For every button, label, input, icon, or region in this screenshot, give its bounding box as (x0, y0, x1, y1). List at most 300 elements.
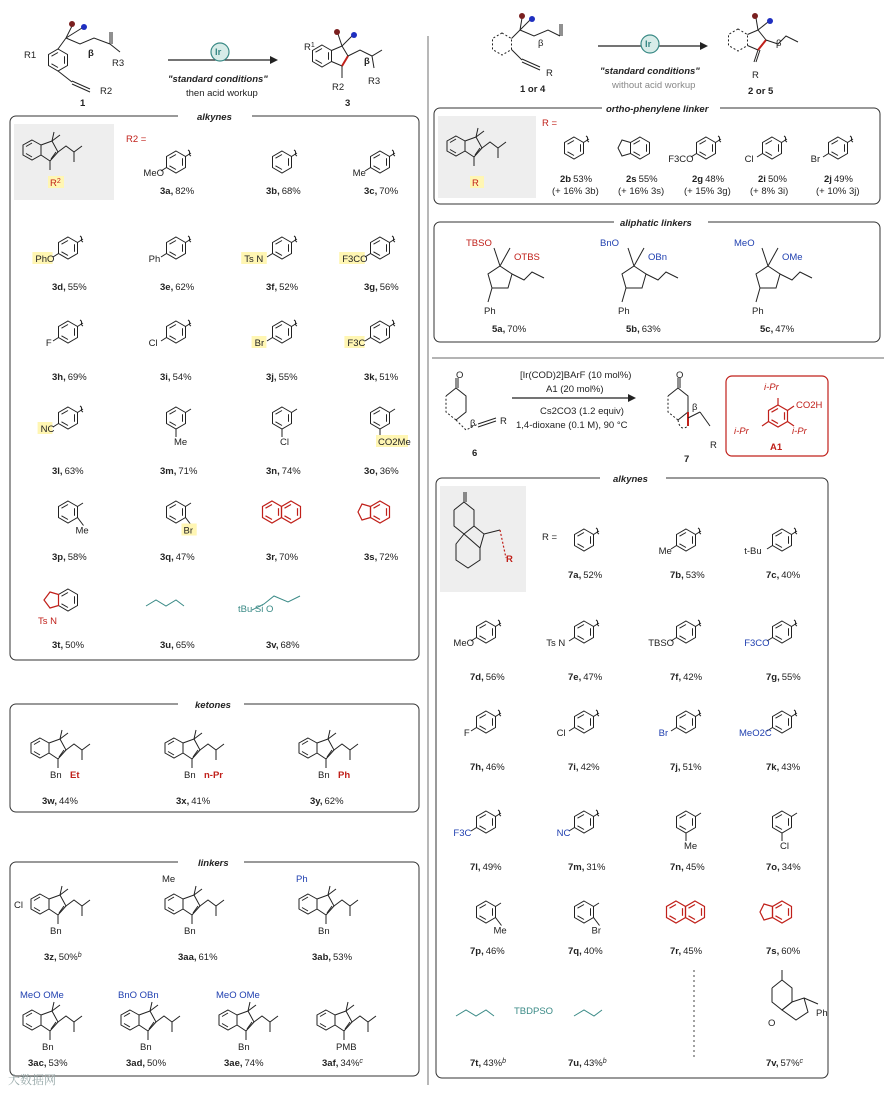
ortho-label: 2s 55% (626, 174, 658, 185)
product-7-id: 7 (684, 454, 690, 465)
linker-bottom: Bn (184, 926, 196, 937)
aryl-7f (648, 620, 701, 649)
ketone-3w-label: 3w, 44% (42, 796, 78, 807)
compound-7g-label: 7g, 55% (766, 672, 801, 683)
linker-substituent: Me (162, 874, 176, 885)
reactant-6-o: O (456, 370, 464, 381)
compound-3v-label: 3v, 68% (266, 640, 300, 651)
aliphatic-label: 5c, 47% (760, 324, 795, 335)
aryl-7l-substituent: F3C (453, 828, 472, 839)
aryl-7i (557, 710, 599, 739)
linker-bottom: Bn (50, 926, 62, 937)
linker-3ac (20, 990, 82, 1069)
linker-3z-label: 3z, 50%$^b$ (44, 952, 82, 963)
linker-structure (296, 874, 358, 937)
compound-7p (470, 901, 507, 957)
compound-3a (143, 150, 194, 197)
ortho-label: 2b 53% (560, 174, 593, 185)
aryl-7b-substituent: Me (658, 546, 672, 557)
compound-3c-label: 3c, 70% (364, 186, 399, 197)
product-r2: R2 (332, 82, 345, 93)
linker-substituent: Cl (14, 900, 23, 911)
aryl-7j-substituent: Br (658, 728, 669, 739)
linkers-panel (10, 862, 419, 1076)
compound-7h-label: 7h, 46% (470, 762, 505, 773)
aryl-3g-substituent: F3CO (342, 254, 368, 265)
compound-7k-label: 7k, 43% (766, 762, 801, 773)
ketone-3y (299, 730, 358, 807)
compound-7p-label: 7p, 46% (470, 946, 505, 957)
reactant-1-structure (49, 21, 121, 92)
alkynes-left-header: alkynes (197, 112, 232, 123)
linkers-header: linkers (198, 858, 229, 869)
aryl-7n (677, 811, 702, 852)
ortho-benzodioxole (618, 137, 650, 159)
bn-label: Bn (184, 770, 196, 781)
compound-3t-label: 3t, 50% (52, 640, 85, 651)
aryl-3h (46, 320, 83, 349)
aryl-3j (252, 320, 297, 349)
compound-7u-label: 7u, 43%$^b$ (568, 1058, 607, 1069)
linker-3ac-label: 3ac, 53% (28, 1058, 68, 1069)
aryl-substituent: Me (174, 437, 188, 448)
cyclopentane-structure (600, 238, 678, 317)
ortho-r-equals: R = (542, 118, 558, 129)
arrow-head (270, 56, 278, 64)
product-2-or-5-structure (729, 13, 799, 62)
compound-3n (266, 407, 301, 477)
butyl-chain (456, 1010, 494, 1016)
bn-label: Bn (50, 770, 62, 781)
aryl-3i-substituent: Cl (148, 338, 158, 349)
compound-7n (670, 811, 705, 873)
compound-3m (160, 407, 198, 477)
compound-7u (514, 1006, 607, 1069)
ortho-label: 2g 48% (692, 174, 725, 185)
product-7-o: O (676, 370, 684, 381)
aryl-3j-substituent: Br (254, 338, 265, 349)
aliphatic-grid (466, 238, 812, 335)
ketone-3w (31, 730, 90, 807)
compound-3m-label: 3m, 71% (160, 466, 198, 477)
cond-1: [Ir(COD)2]BArF (10 mol%) (520, 370, 632, 381)
aryl-3c (353, 150, 395, 179)
right-core-r: R (506, 554, 513, 565)
reactant-6-id: 6 (472, 448, 478, 459)
compound-3e-label: 3e, 62% (160, 282, 195, 293)
indole-substituent: Ts N (38, 616, 57, 627)
aryl-7j (659, 710, 701, 739)
aryl-3e (149, 236, 191, 265)
ortho-aryl-2b (565, 136, 590, 159)
aryl-7h (464, 710, 501, 739)
aliphatic-5b (600, 238, 678, 335)
linker-substituent: BnO OBn (118, 990, 159, 1001)
aryl-substituent: Cl (780, 841, 789, 852)
ketones-header: ketones (195, 700, 231, 711)
compound-3r (263, 501, 301, 563)
bicyclic-substituent: Ph (816, 1008, 828, 1019)
linker-3z (14, 886, 90, 963)
compound-3d-label: 3d, 55% (52, 282, 87, 293)
aryl-7b (659, 528, 701, 557)
linker-bottom: Bn (42, 1042, 54, 1053)
ortho-aryl-2j-substituent: Br (810, 154, 821, 165)
linker-3ae (216, 990, 278, 1069)
aryl-7l (453, 810, 501, 839)
compound-7h (464, 710, 506, 773)
compound-3l (38, 406, 85, 477)
left-compound-grid (32, 150, 410, 651)
core-scaffold-bg (14, 124, 114, 200)
naphthyl (667, 901, 705, 923)
aryl-substituent: Me (684, 841, 698, 852)
linker-substituent: MeO OMe (216, 990, 260, 1001)
linker-3aa-label: 3aa, 61% (178, 952, 218, 963)
standard-conditions-text: "standard conditions" (168, 74, 268, 85)
compound-7o (766, 811, 801, 873)
compound-3q-label: 3q, 47% (160, 552, 195, 563)
compound-3r-label: 3r, 70% (266, 552, 299, 563)
acid-a1-label: A1 (770, 442, 783, 453)
compound-3k-label: 3k, 51% (364, 372, 399, 383)
bicyclic-structure (768, 970, 828, 1029)
linker-3ab-label: 3ab, 53% (312, 952, 353, 963)
compound-3f (241, 236, 298, 293)
linker-bottom: Bn (318, 926, 330, 937)
aryl-3d-substituent: PhO (35, 254, 55, 265)
aliphatic-label: 5a, 70% (492, 324, 527, 335)
scheme-right (493, 13, 799, 97)
compound-7f-label: 7f, 42% (670, 672, 703, 683)
compound-7f (648, 620, 702, 683)
aryl-3e-substituent: Ph (148, 254, 161, 265)
compound-3i (149, 320, 193, 383)
compound-3a-label: 3a, 82% (160, 186, 195, 197)
right-product-beta: β (776, 38, 782, 49)
aryl-3h-substituent: F (45, 338, 52, 349)
aryl-3l (38, 406, 83, 435)
product-3-structure (313, 29, 383, 78)
aryl-7m (557, 810, 599, 839)
right-product-r: R (752, 70, 759, 81)
aryl-7h-substituent: F (463, 728, 470, 739)
compound-7r (667, 901, 705, 957)
compound-7j (659, 710, 703, 773)
ketone-3x-label: 3x, 41% (176, 796, 211, 807)
compound-3h-label: 3h, 69% (52, 372, 87, 383)
compound-7c (744, 528, 801, 581)
linkers-grid (14, 874, 376, 1069)
aryl-3i (149, 320, 191, 349)
compound-3g-label: 3g, 56% (364, 282, 399, 293)
compound-3u (146, 600, 195, 651)
cyclopentane-structure (466, 238, 544, 317)
aryl-7p (477, 901, 507, 937)
right-compound-grid (453, 528, 827, 1069)
aryl-3f (241, 236, 297, 265)
silyl-substituent: tBu Si O (238, 604, 274, 615)
ortho-extra: (+ 8% 3i) (750, 186, 789, 197)
acid-ipr-1: i-Pr (764, 382, 779, 393)
ketone-structure (165, 730, 224, 781)
ortho-aryl-2g (668, 136, 721, 165)
ketone-structure (299, 730, 358, 781)
compound-7a (568, 528, 603, 581)
ortho-header: ortho-phenylene linker (606, 104, 709, 115)
ketone-substituent: n-Pr (204, 770, 223, 781)
ortho-aryl-2g-substituent: F3CO (668, 154, 694, 165)
reactant-1-or-4-structure (493, 13, 563, 70)
compound-7v-label: 7v, 57%$^c$ (766, 1058, 804, 1069)
aryl-3b (273, 150, 298, 173)
compound-3b-label: 3b, 68% (266, 186, 301, 197)
ortho-2g (668, 136, 731, 197)
ortho-label: 2i 50% (758, 174, 787, 185)
aryl-7g (744, 620, 797, 649)
compound-3l-label: 3l, 63% (52, 466, 84, 477)
linker-substituent: MeO OMe (20, 990, 64, 1001)
compound-3h (46, 320, 88, 383)
aliphatic-ph: Ph (752, 306, 764, 317)
ortho-extra: (+ 10% 3j) (816, 186, 860, 197)
ortho-2j (811, 136, 860, 197)
ortho-extra: (+ 16% 3b) (552, 186, 599, 197)
scheme-2 (446, 370, 828, 465)
aryl-substituent: Br (183, 525, 193, 537)
linker-3ad (118, 990, 180, 1069)
ortho-2b (552, 136, 599, 197)
linker-structure (162, 874, 224, 937)
compound-3s-label: 3s, 72% (364, 552, 399, 563)
linker-substituent: PMB (336, 1042, 357, 1053)
linker-structure (216, 990, 278, 1053)
ortho-aryl-2i (745, 136, 787, 165)
compound-3v (238, 596, 300, 651)
compound-3c (353, 150, 399, 197)
compound-7l-label: 7l, 49% (470, 862, 502, 873)
watermark: 大数据网 (8, 1073, 57, 1087)
compound-7m-label: 7m, 31% (568, 862, 606, 873)
aryl-7e-substituent: Ts N (546, 638, 566, 649)
compound-7g (744, 620, 801, 683)
aryl-7k-substituent: MeO2C (739, 728, 772, 739)
ortho-aryl-2j (811, 136, 853, 165)
reactant-6-beta: β (470, 418, 476, 429)
aryl-substituent: Br (591, 925, 601, 937)
compound-7l (453, 810, 502, 873)
linker-3af (317, 1002, 376, 1069)
butyl-chain (146, 600, 184, 606)
compound-7i (557, 710, 601, 773)
ketones-grid (31, 730, 358, 807)
linker-structure (20, 990, 82, 1053)
aliphatic-sub2: OTBS (514, 252, 540, 263)
aryl-7d-substituent: MeO (453, 638, 474, 649)
linker-3aa (162, 874, 224, 963)
aryl-7i-substituent: Cl (556, 728, 566, 739)
ring-o: O (768, 1018, 776, 1029)
compound-7o-label: 7o, 34% (766, 862, 801, 873)
compound-3j (252, 320, 299, 383)
compound-7q (568, 901, 603, 957)
acid-ipr-2: i-Pr (734, 426, 749, 437)
aryl-7g-substituent: F3CO (744, 638, 770, 649)
catalyst-label: Ir (215, 47, 222, 58)
ketone-3y-label: 3y, 62% (310, 796, 344, 807)
aliphatic-sub2: OBn (648, 252, 668, 263)
naphthyl (263, 501, 301, 523)
linker-substituent: Ph (296, 874, 308, 885)
compound-7d (453, 620, 505, 683)
acid-ipr-3: i-Pr (792, 426, 807, 437)
compound-3b (266, 150, 301, 197)
right-reactant-id: 1 or 4 (520, 84, 546, 95)
aryl-3k (344, 320, 395, 349)
ketone-substituent: Ph (338, 770, 351, 781)
compound-7e-label: 7e, 47% (568, 672, 603, 683)
aliphatic-ph: Ph (484, 306, 496, 317)
compound-7c-label: 7c, 40% (766, 570, 801, 581)
aliphatic-5a (466, 238, 544, 335)
aryl-7e (546, 620, 599, 649)
compound-3u-label: 3u, 65% (160, 640, 195, 651)
aryl-substituent: Me (75, 525, 89, 537)
compound-7s (760, 901, 801, 957)
aryl-7c-substituent: t-Bu (744, 546, 762, 557)
right-beta: β (538, 38, 544, 49)
right-catalyst: Ir (645, 39, 652, 50)
aryl-3o (371, 407, 411, 448)
aryl-7f-substituent: TBSO (648, 638, 675, 649)
aryl-7d (453, 620, 501, 649)
r3-label: R3 (112, 58, 125, 69)
cond-3: Cs2CO3 (1.2 equiv) (540, 406, 624, 417)
product-3-id: 3 (345, 98, 351, 109)
ortho-2i (745, 136, 789, 197)
aryl-7m-substituent: NC (556, 828, 571, 839)
product-r1: $R^1$ (304, 42, 315, 53)
ortho-label: 2j 49% (824, 174, 853, 185)
aryl-7k (739, 710, 797, 739)
aliphatic-header: aliphatic linkers (620, 218, 692, 229)
compound-3d (32, 236, 87, 293)
benzodioxole (358, 501, 390, 523)
aryl-3d (32, 236, 83, 265)
compound-7t-label: 7t, 43%$^b$ (470, 1058, 507, 1069)
aryl-3p (59, 501, 89, 537)
ortho-extra: (+ 15% 3g) (684, 186, 731, 197)
ortho-aryl-2i-substituent: Cl (744, 154, 754, 165)
ortho-extra: (+ 16% 3s) (618, 186, 665, 197)
right-conditions: "standard conditions" (600, 66, 700, 77)
r2-label: R2 (100, 86, 113, 97)
linker-3ae-label: 3ae, 74% (224, 1058, 264, 1069)
benzodioxole (760, 901, 792, 923)
aryl-7q (575, 901, 602, 937)
compound-7b-label: 7b, 53% (670, 570, 705, 581)
indolyl (38, 589, 78, 627)
acid-a1-structure (762, 398, 794, 427)
compound-3t (38, 589, 85, 651)
cond-2: A1 (20 mol%) (546, 384, 604, 395)
right-r-equals: R = (542, 532, 558, 543)
aliphatic-sub1: MeO (734, 238, 755, 249)
aryl-3a (143, 150, 191, 179)
compound-7n-label: 7n, 45% (670, 862, 705, 873)
linker-bottom: Bn (140, 1042, 152, 1053)
reactant-1-id: 1 (80, 98, 86, 109)
aryl-3l-substituent: NC (40, 424, 55, 435)
alkynes-right-header: alkynes (613, 474, 648, 485)
product-beta: β (364, 56, 370, 67)
compound-7m (557, 810, 606, 873)
right-workup: without acid workup (612, 80, 696, 91)
cond-4: 1,4-dioxane (0.1 M), 90 °C (516, 420, 628, 431)
compound-3p-label: 3p, 58% (52, 552, 87, 563)
linker-structure (14, 886, 90, 937)
aryl-3k-substituent: F3C (347, 338, 366, 349)
compound-7d-label: 7d, 56% (470, 672, 505, 683)
aliphatic-sub1: BnO (600, 238, 620, 249)
compound-7e (546, 620, 603, 683)
right-arrow-head (700, 42, 708, 50)
linker-3ad-label: 3ad, 50% (126, 1058, 167, 1069)
product-r3: R3 (368, 76, 381, 87)
ortho-grid (552, 136, 860, 197)
bn-label: Bn (318, 770, 330, 781)
compound-7k (739, 710, 801, 773)
compound-7r-label: 7r, 45% (670, 946, 703, 957)
compound-3n-label: 3n, 74% (266, 466, 301, 477)
aliphatic-sub1: TBSO (466, 238, 492, 249)
aryl-3n (273, 407, 298, 448)
workup-text: then acid workup (186, 88, 258, 99)
compound-3o-label: 3o, 36% (364, 466, 399, 477)
silyl-substituent: TBDPSO (514, 1006, 554, 1017)
compound-3o (364, 407, 411, 477)
acid-co2h: CO2H (796, 400, 823, 411)
compound-7i-label: 7i, 42% (568, 762, 600, 773)
compound-7q-label: 7q, 40% (568, 946, 603, 957)
linker-structure (118, 990, 180, 1053)
ortho-core-r: R (472, 178, 479, 189)
aryl-3q (167, 501, 197, 537)
compound-3g (339, 236, 399, 293)
linker-3ab (296, 874, 358, 963)
product-7-beta: β (692, 402, 698, 413)
beta-label: β (88, 48, 94, 59)
right-r-label: R (546, 68, 553, 79)
compound-3j-label: 3j, 55% (266, 372, 298, 383)
aryl-3f-substituent: Ts N (244, 254, 264, 265)
compound-3q (160, 501, 197, 563)
linker-bottom: Bn (238, 1042, 250, 1053)
linker-3af-label: 3af, 34%$^c$ (322, 1058, 363, 1069)
ortho-core-bg (438, 116, 536, 198)
product-7-r: R (710, 440, 717, 451)
scheme2-arrow-head (628, 394, 636, 402)
aryl-3m (167, 407, 192, 448)
compound-7t (456, 1010, 506, 1069)
r2-equals-label: R2 = (126, 134, 147, 145)
ketone-3x (165, 730, 224, 807)
aliphatic-sub2: OMe (782, 252, 803, 263)
aliphatic-label: 5b, 63% (626, 324, 661, 335)
core-r2: $R^2$ (50, 178, 61, 189)
aliphatic-5c (734, 238, 812, 335)
aryl-3g (339, 236, 395, 265)
